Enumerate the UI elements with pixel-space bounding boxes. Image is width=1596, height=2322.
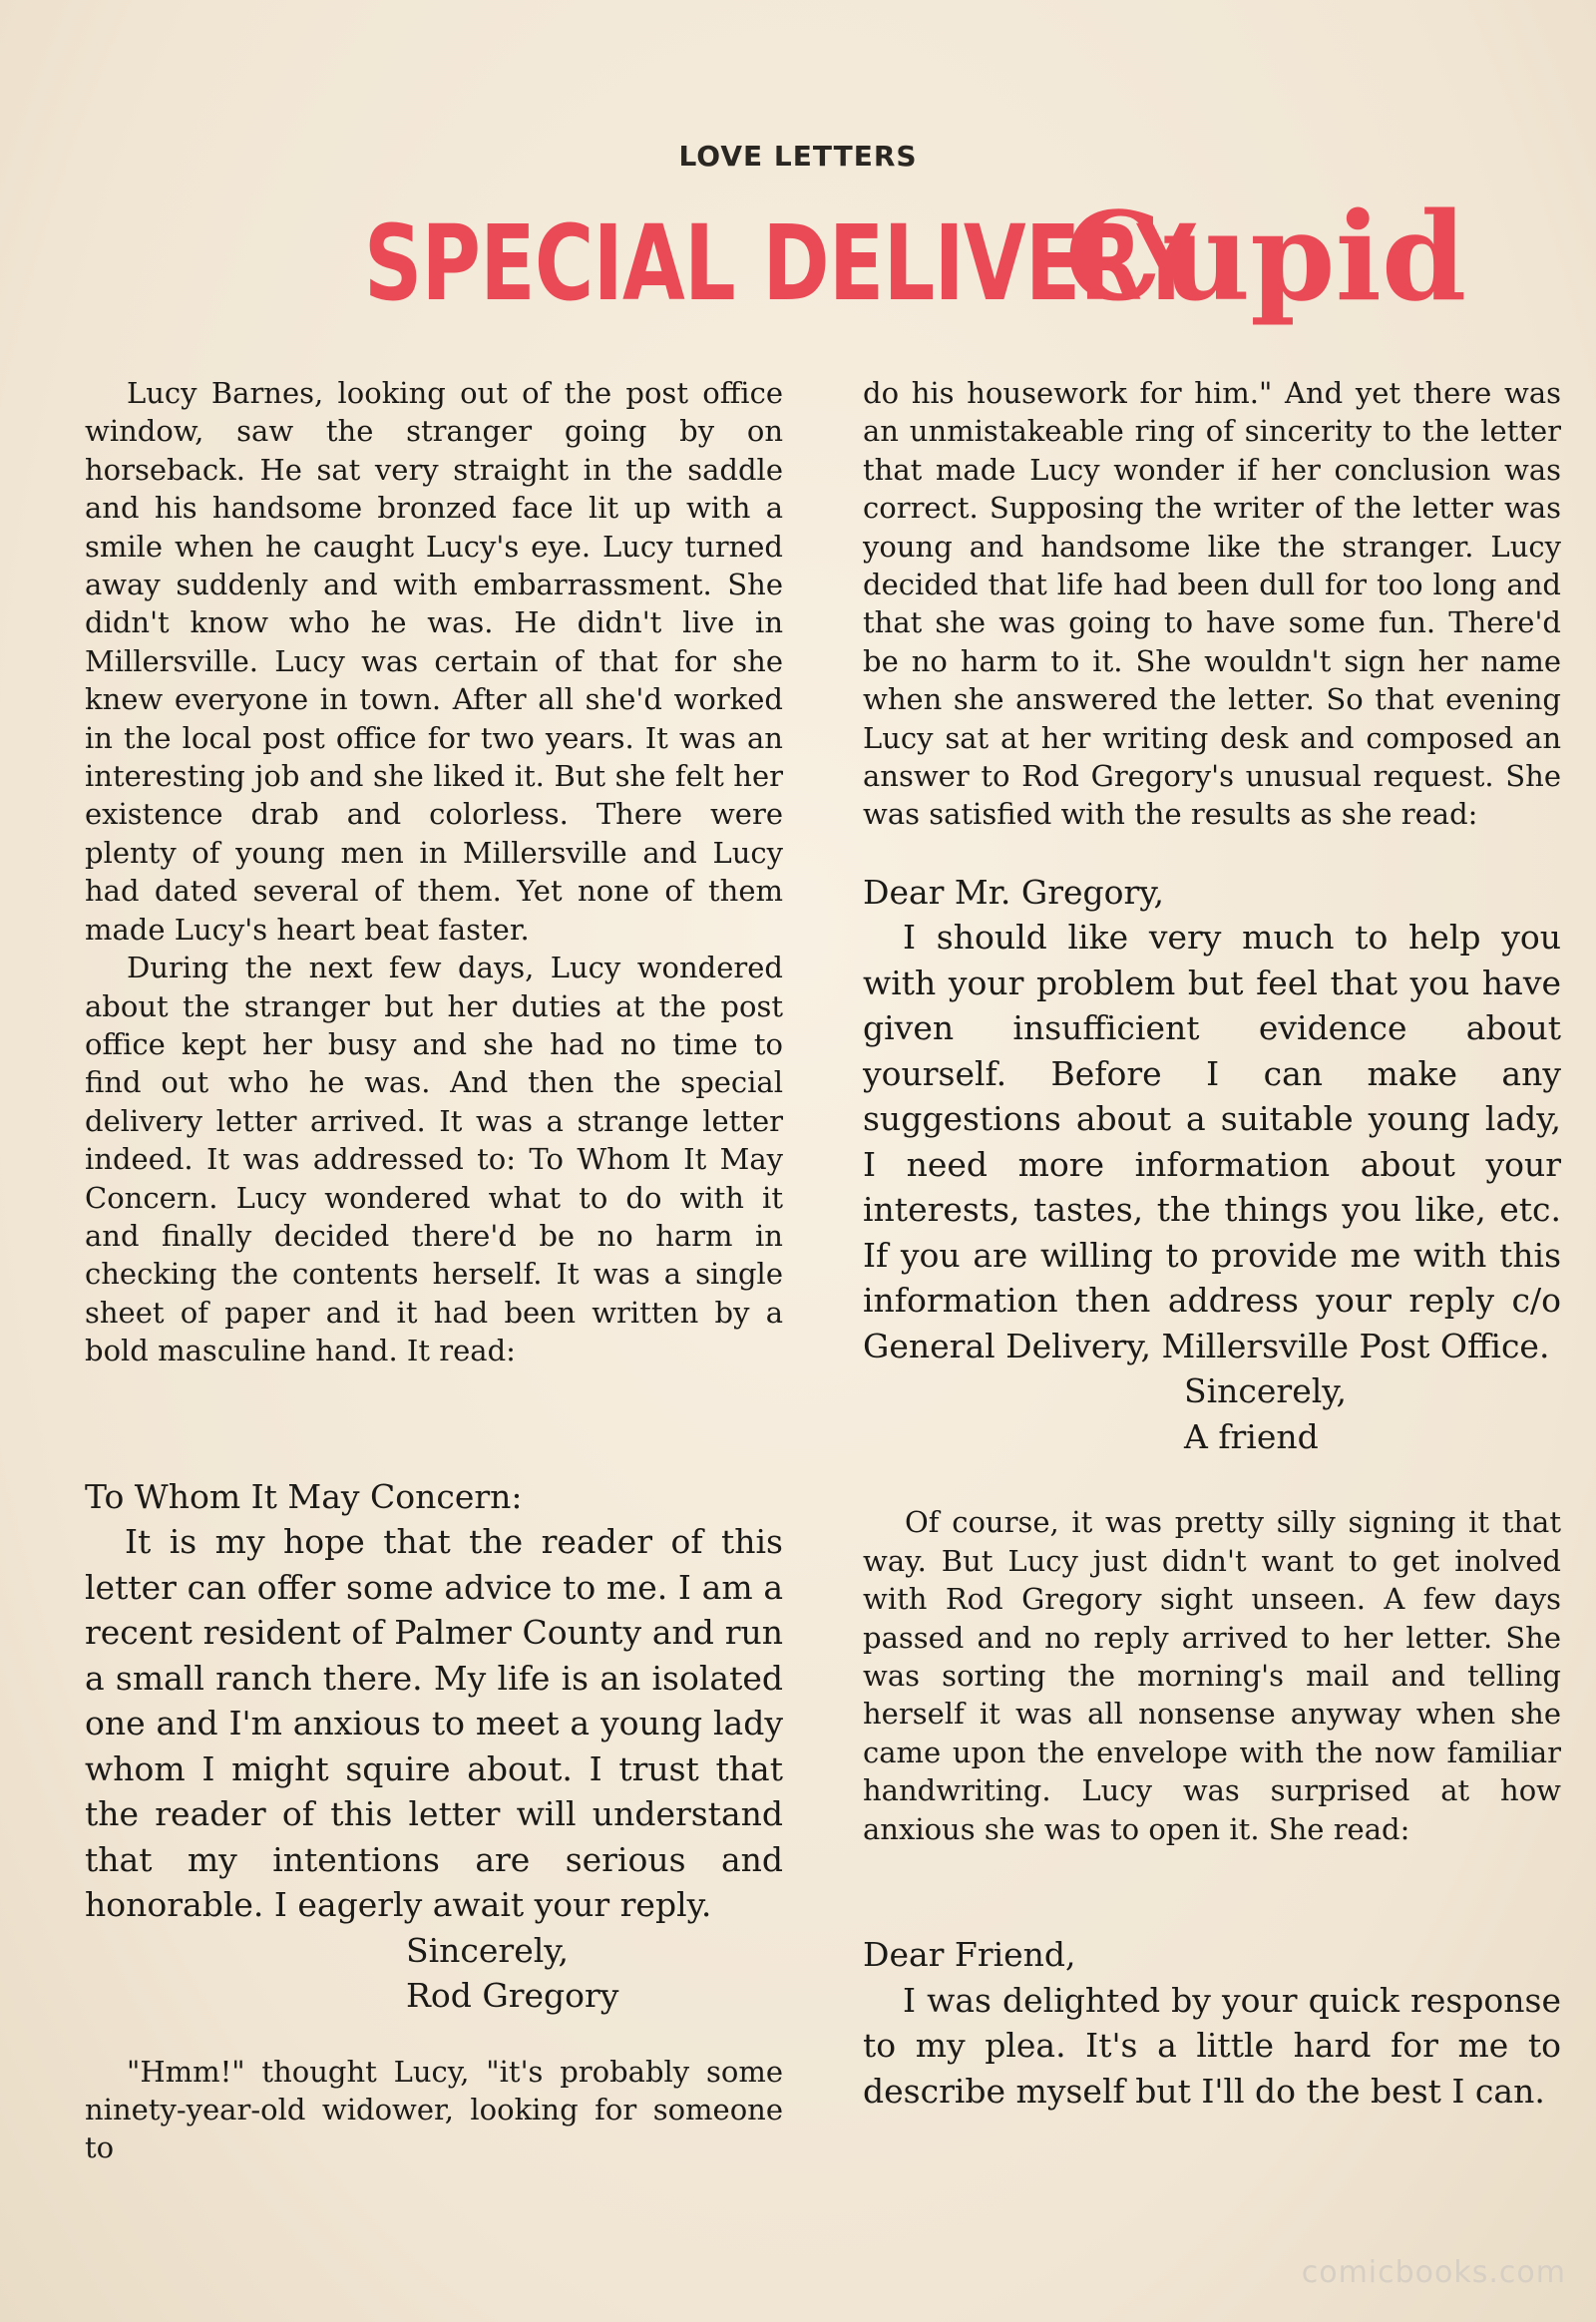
letter-signature: Rod Gregory [406, 1976, 619, 2016]
title-cupid: Cupid [1064, 185, 1467, 328]
rod-gregory-letter [85, 1474, 783, 1928]
letter-salutation: To Whom It May Concern: [85, 1476, 523, 1516]
letter1-body: I should like very much to help you with your problem but feel that you have given insufficient evidence about yourself. Before I can make any suggestions about a suitable young lady, I need more information about your interests, tastes, the things you like, etc. If you are willing to provide me with this information then address your reply c/o General Delivery, Millersville Post Office. [863, 918, 1561, 1365]
letter-closing: Sincerely, [406, 1930, 570, 1970]
right-paragraph-1: do his housework for him." And yet there was an unmistakeable ring of sincerity to the letter that made Lucy wonder if her conclusion was correct. Supposing the writer of the letter was young and handsome like the stranger. Lucy decided that life had been dull for too long and that she was going to have some fun. There'd be no harm to it. She wouldn't sign her name when she answered the letter. So that evening Lucy sat at her writing desk and composed an answer to Rod Gregory's unusual request. She was satisfied with the results as she read: [863, 376, 1561, 832]
letter-body: It is my hope that the reader of this letter can offer some advice to me. I am a recent resident of Palmer County and run a small ranch there. My life is an isolated one and I'm anxious to meet a young lady whom I might squire about. I trust that the reader of this letter will understand that my intentions are serious and honorable. I eagerly await your reply. [85, 1522, 783, 1925]
story-title [0, 185, 1596, 328]
dear-friend-letter [863, 1932, 1561, 2114]
left-column [85, 374, 783, 2167]
right-paragraph-2: Of course, it was pretty silly signing it that way. But Lucy just didn't want to get inolved with Rod Gregory sight unseen. A few days passed and no reply arrived to her letter. She was sorting the morning's mail and telling herself it was all nonsense anyway when she came upon the envelope with the now familiar handwriting. Lucy was surprised at how anxious she was to open it. She read: [863, 1505, 1561, 1846]
letter1-salutation: Dear Mr. Gregory, [863, 872, 1165, 912]
series-kicker: LOVE LETTERS [678, 140, 918, 173]
letter1-signature: A friend [1184, 1416, 1319, 1456]
left-paragraph-3: "Hmm!" thought Lucy, "it's probably some ninety-year-old widower, looking for someone to [85, 2054, 783, 2165]
right-column [863, 374, 1561, 2114]
friend-letter [863, 870, 1561, 1369]
letter1-closing: Sincerely, [1184, 1371, 1348, 1411]
letter2-body: I was delighted by your quick response to my plea. It's a little hard for me to describe myself but I'll do the best I can. [863, 1980, 1561, 2111]
left-paragraph-1: Lucy Barnes, looking out of the post office window, saw the stranger going by on horseback. He sat very straight in the saddle and his handsome bronzed face lit up with a smile when he caught Lucy's eye. Lucy turned away suddenly and with embarrassment. She didn't know who he was. He didn't live in Millersville. Lucy was certain of that for she knew everyone in town. After all she'd worked in the local post office for two years. It was an interesting job and she liked it. But she felt her existence drab and colorless. There were plenty of young men in Millersville and Lucy had dated several of them. Yet none of them made Lucy's heart beat faster. [85, 376, 783, 947]
letter2-salutation: Dear Friend, [863, 1935, 1076, 1975]
left-paragraph-2: During the next few days, Lucy wondered about the stranger but her duties at the post office kept her busy and she had no time to find out who he was. And then the special delivery letter arrived. It was a strange letter indeed. It was addressed to: To Whom It May Concern. Lucy wondered what to do with it and finally decided there'd be no harm in checking the contents herself. It was a single sheet of paper and it had been written by a bold masculine hand. It read: [85, 951, 783, 1368]
site-watermark: comicbooks.com [1301, 2255, 1566, 2290]
title-special-delivery: SPECIAL DELIVERY [363, 202, 1195, 324]
